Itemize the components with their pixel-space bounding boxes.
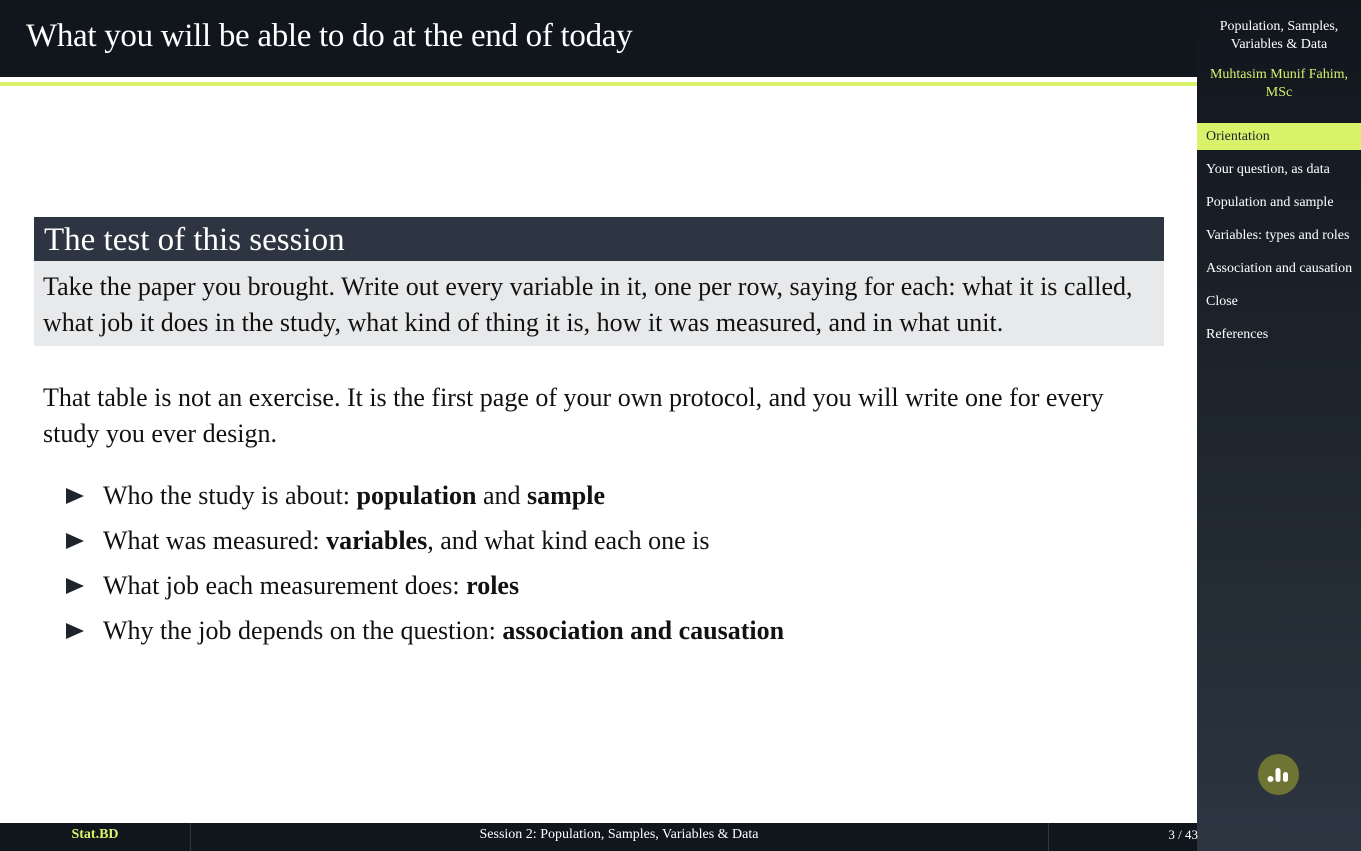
block-title: The test of this session <box>34 217 1164 261</box>
triangle-bullet-icon <box>66 578 84 594</box>
list-item <box>66 477 784 522</box>
sidebar-item-close[interactable]: Close <box>1206 294 1238 309</box>
objectives-list <box>66 477 784 657</box>
list-item <box>66 522 784 567</box>
sidebar <box>1197 0 1361 851</box>
sidebar-item-association[interactable]: Association and causation <box>1206 261 1353 276</box>
sidebar-item-references[interactable]: References <box>1206 327 1269 342</box>
session-test-block <box>34 217 1164 346</box>
list-item <box>66 612 784 657</box>
triangle-bullet-icon <box>66 533 84 549</box>
bullet-text: What job each measurement does: <box>103 571 467 600</box>
bullet-emphasis: population <box>356 481 477 510</box>
footer-brand: Stat.BD <box>0 823 191 851</box>
triangle-bullet-icon <box>66 623 84 639</box>
bullet-text: and <box>476 481 527 510</box>
bullet-emphasis: variables <box>326 526 428 555</box>
footer-session-title: Session 2: Population, Samples, Variables & Data <box>479 827 759 842</box>
bar-chart-logo-icon <box>1258 754 1299 795</box>
sidebar-author: Muhtasim Munif Fahim, MSc <box>1209 67 1349 100</box>
sidebar-item-your-question[interactable]: Your question, as data <box>1206 162 1330 177</box>
bullet-text: Who the study is about: <box>103 481 357 510</box>
bullet-text: Why the job depends on the question: <box>103 616 503 645</box>
sidebar-nav <box>1197 123 1361 354</box>
slide-title: What you will be able to do at the end of today <box>26 18 633 54</box>
slide-header <box>0 0 1197 77</box>
triangle-bullet-icon <box>66 488 84 504</box>
intro-paragraph: That table is not an exercise. It is the first page of your own protocol, and you will write one for every study you ever design. <box>43 383 1104 448</box>
bullet-emphasis: association and causation <box>502 616 785 645</box>
sidebar-item-population-sample[interactable]: Population and sample <box>1206 195 1334 210</box>
bullet-emphasis: roles <box>466 571 520 600</box>
sidebar-presentation-title: Population, Samples, Variables & Data <box>1219 19 1339 52</box>
bullet-text: What was measured: <box>103 526 327 555</box>
slide-footer <box>0 823 1197 851</box>
header-accent-rule <box>0 82 1197 86</box>
sidebar-item-variables[interactable]: Variables: types and roles <box>1206 228 1350 243</box>
list-item <box>66 567 784 612</box>
bullet-text: , and what kind each one is <box>427 526 710 555</box>
footer-page-number: 3 / 43 <box>1048 823 1198 851</box>
bullet-emphasis: sample <box>526 481 605 510</box>
block-body: Take the paper you brought. Write out every variable in it, one per row, saying for each: what it is called, what job it does in the study, what kind of thing it is, how it was measured, and in what unit. <box>34 261 1164 346</box>
sidebar-item-orientation[interactable]: Orientation <box>1197 123 1361 150</box>
